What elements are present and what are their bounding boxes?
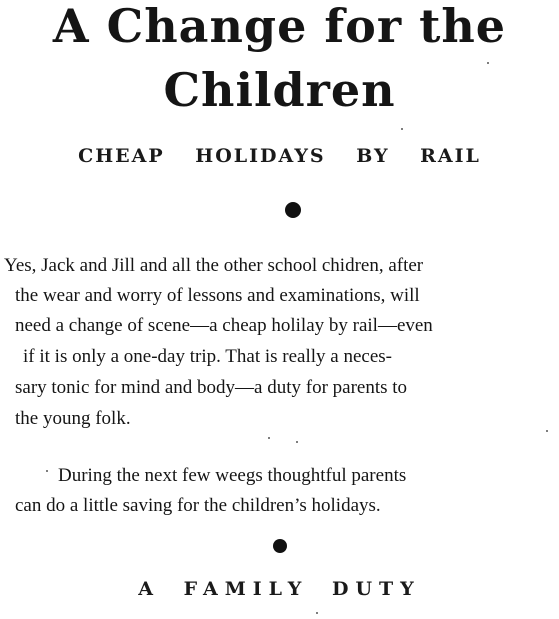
paragraph-1-line-5: sary tonic for mind and body—a duty for parents to: [15, 377, 408, 398]
paragraph-1-line-3: need a change of scene—a cheap holilay by rail—even: [15, 315, 433, 336]
bullet-separator-bottom: [273, 539, 287, 553]
print-speck: [268, 437, 270, 439]
paragraph-1-line-2: the wear and worry of lessons and examinations, will: [15, 285, 420, 306]
headline-line-2: Children: [163, 63, 396, 117]
print-speck: [546, 430, 548, 432]
print-speck: [401, 128, 403, 130]
section-heading: A FAMILY DUTY: [138, 578, 421, 600]
print-speck: [487, 62, 489, 64]
paragraph-1-line-4: if it is only a one-day trip. That is really a neces-: [23, 346, 392, 367]
paragraph-1-line-6: the young folk.: [15, 408, 131, 429]
print-speck: [46, 470, 48, 472]
print-speck: [316, 612, 318, 614]
paragraph-2-line-1: During the next few weegs thoughtful parents: [58, 465, 407, 486]
paragraph-2-line-2: can do a little saving for the children’s holidays.: [15, 495, 381, 516]
bullet-separator-top: [285, 202, 301, 218]
headline-line-1: A Change for the: [52, 0, 507, 53]
print-speck: [296, 441, 298, 443]
paragraph-1-line-1: Yes, Jack and Jill and all the other school chidren, after: [4, 255, 424, 276]
subheadline: CHEAP HOLIDAYS BY RAIL: [78, 145, 481, 167]
